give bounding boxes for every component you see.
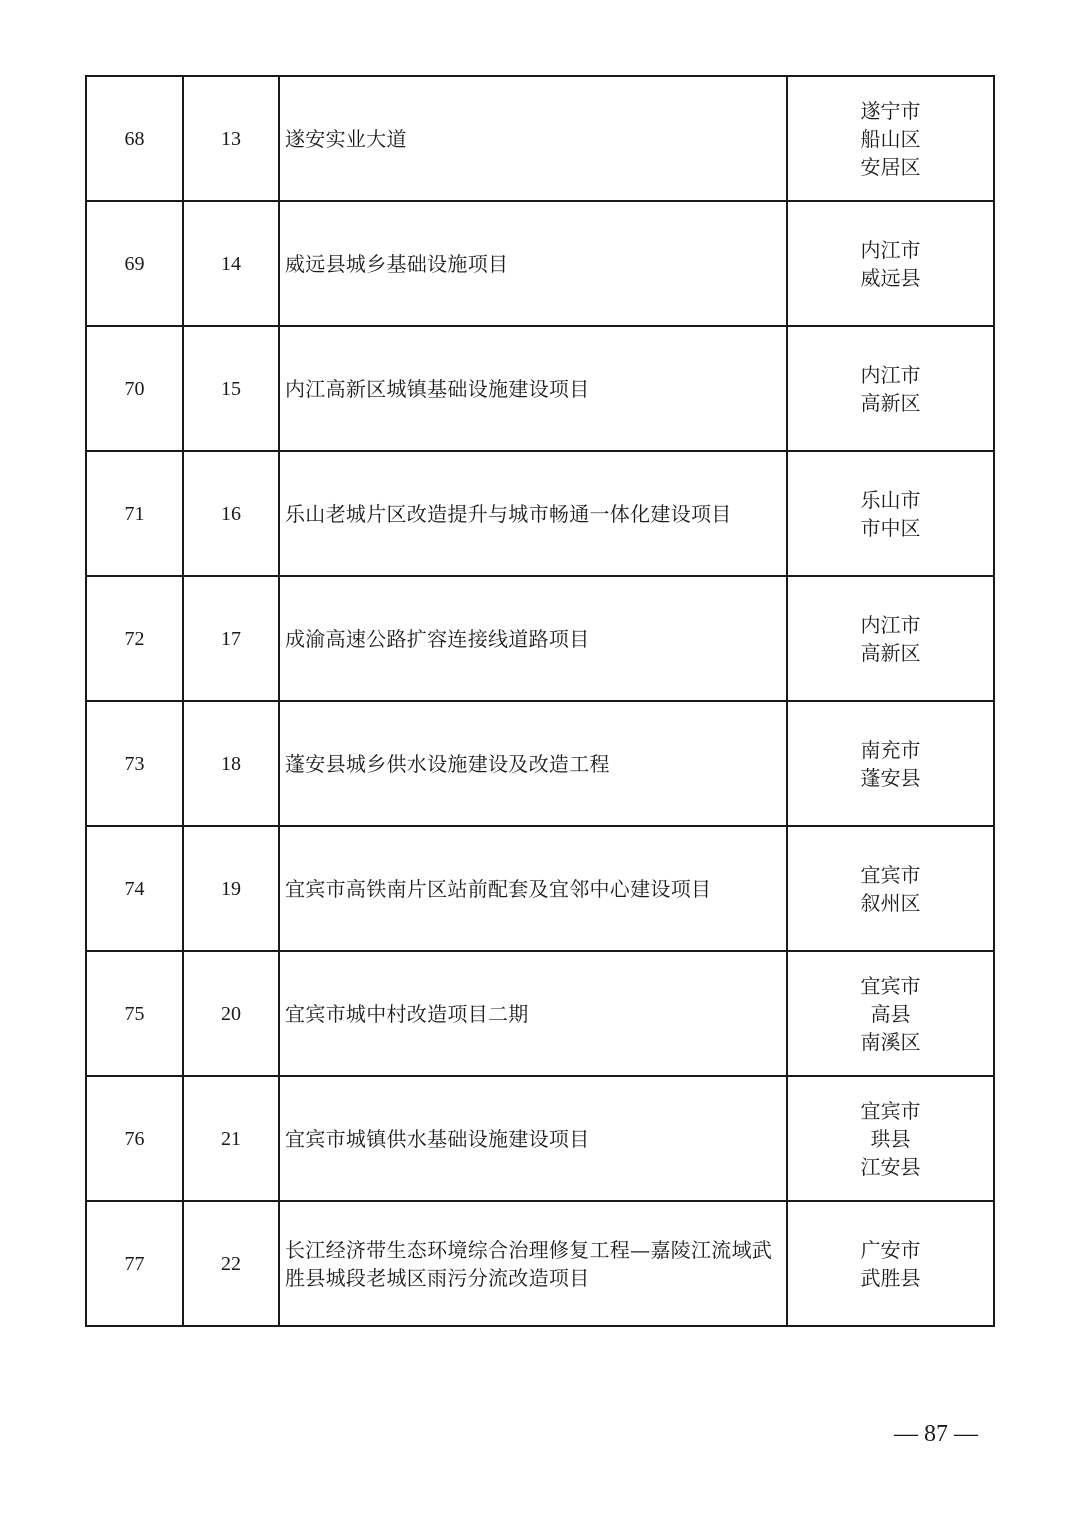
region-line: 武胜县 <box>860 1265 921 1290</box>
table-row <box>86 701 994 826</box>
region-line: 叙州区 <box>860 890 921 915</box>
region-cell <box>787 576 994 701</box>
project-name: 遂安实业大道 <box>279 76 787 201</box>
sub-number: 21 <box>183 1076 279 1201</box>
row-number: 68 <box>86 76 183 201</box>
region-line: 内江市 <box>860 612 921 637</box>
project-name: 成渝高速公路扩容连接线道路项目 <box>279 576 787 701</box>
region-cell <box>787 451 994 576</box>
region-line: 内江市 <box>860 362 921 387</box>
sub-number: 20 <box>183 951 279 1076</box>
region-line: 内江市 <box>860 237 921 262</box>
sub-number: 19 <box>183 826 279 951</box>
region-line: 南充市 <box>860 737 921 762</box>
region-line: 宜宾市 <box>860 1098 921 1123</box>
region-line: 乐山市 <box>860 487 921 512</box>
region-line: 威远县 <box>860 265 921 290</box>
page-number: — 87 — <box>894 1421 978 1447</box>
sub-number: 14 <box>183 201 279 326</box>
region-cell <box>787 951 994 1076</box>
sub-number: 18 <box>183 701 279 826</box>
region-line: 江安县 <box>860 1154 921 1179</box>
table-row <box>86 826 994 951</box>
region-line: 安居区 <box>860 154 921 179</box>
project-name: 宜宾市城中村改造项目二期 <box>279 951 787 1076</box>
project-name: 蓬安县城乡供水设施建设及改造工程 <box>279 701 787 826</box>
sub-number: 17 <box>183 576 279 701</box>
row-number: 74 <box>86 826 183 951</box>
region-line: 船山区 <box>860 126 921 151</box>
row-number: 72 <box>86 576 183 701</box>
table-row <box>86 451 994 576</box>
table-row <box>86 576 994 701</box>
region-line: 珙县 <box>870 1126 911 1151</box>
region-cell <box>787 826 994 951</box>
table-row <box>86 201 994 326</box>
region-line: 高新区 <box>860 390 921 415</box>
project-name: 乐山老城片区改造提升与城市畅通一体化建设项目 <box>279 451 787 576</box>
table-row <box>86 1076 994 1201</box>
region-line: 宜宾市 <box>860 973 921 998</box>
row-number: 75 <box>86 951 183 1076</box>
row-number: 76 <box>86 1076 183 1201</box>
region-line: 南溪区 <box>860 1029 921 1054</box>
region-line: 广安市 <box>860 1237 921 1262</box>
sub-number: 15 <box>183 326 279 451</box>
project-name: 宜宾市城镇供水基础设施建设项目 <box>279 1076 787 1201</box>
region-cell <box>787 1076 994 1201</box>
project-name: 宜宾市高铁南片区站前配套及宜邻中心建设项目 <box>279 826 787 951</box>
region-cell <box>787 201 994 326</box>
project-name: 长江经济带生态环境综合治理修复工程—嘉陵江流域武胜县城段老城区雨污分流改造项目 <box>279 1201 787 1326</box>
row-number: 70 <box>86 326 183 451</box>
region-cell <box>787 326 994 451</box>
region-cell <box>787 1201 994 1326</box>
region-line: 蓬安县 <box>860 765 921 790</box>
table-row <box>86 1201 994 1326</box>
project-table <box>85 75 995 1327</box>
region-line: 市中区 <box>860 515 921 540</box>
region-line: 高新区 <box>860 640 921 665</box>
sub-number: 13 <box>183 76 279 201</box>
region-cell <box>787 701 994 826</box>
table-row <box>86 76 994 201</box>
project-name: 威远县城乡基础设施项目 <box>279 201 787 326</box>
table-row <box>86 326 994 451</box>
row-number: 69 <box>86 201 183 326</box>
project-name: 内江高新区城镇基础设施建设项目 <box>279 326 787 451</box>
sub-number: 16 <box>183 451 279 576</box>
row-number: 77 <box>86 1201 183 1326</box>
row-number: 71 <box>86 451 183 576</box>
region-cell <box>787 76 994 201</box>
region-line: 遂宁市 <box>860 98 921 123</box>
region-line: 高县 <box>870 1001 911 1026</box>
table-row <box>86 951 994 1076</box>
sub-number: 22 <box>183 1201 279 1326</box>
region-line: 宜宾市 <box>860 862 921 887</box>
row-number: 73 <box>86 701 183 826</box>
